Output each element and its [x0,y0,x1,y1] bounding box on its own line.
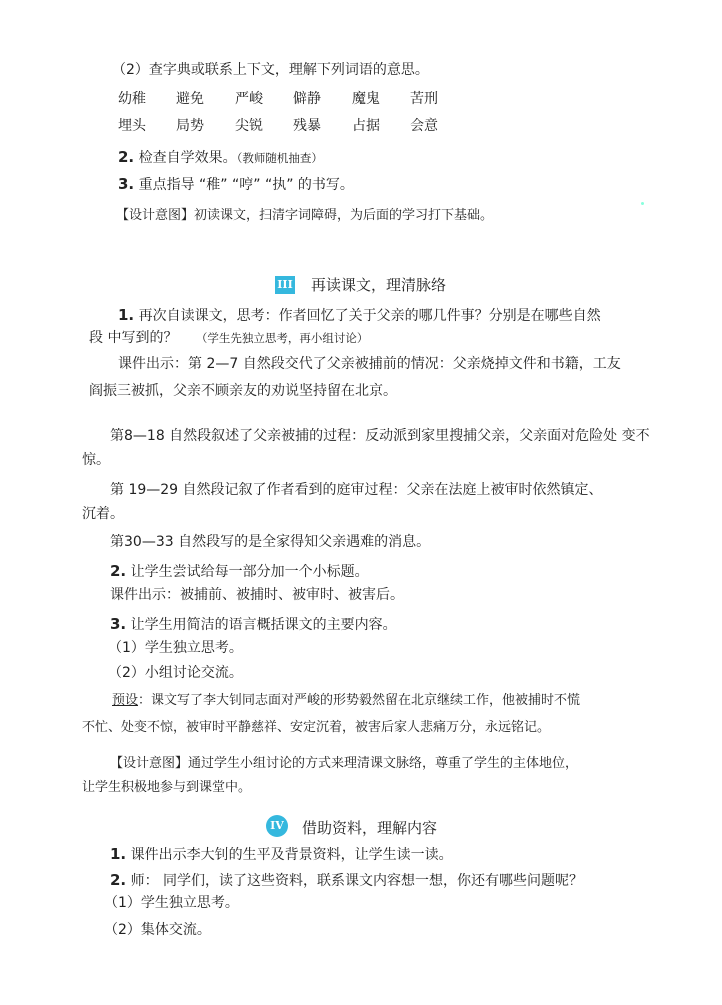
vocab-word: 魔鬼 [352,91,380,107]
design-text: 初读课文，扫清字词障碍，为后面的学习打下基础。 [194,208,494,223]
s3-design-line-1 [110,754,578,774]
s3-para-2-line-2: 惊。 [82,452,110,468]
step-text: 重点指导 “稚” “哼” “执” 的书写。 [138,177,354,193]
vocab-word: 埋头 [118,118,146,134]
vocab-word: 避免 [176,91,204,107]
s3-question-3 [110,614,397,635]
question-number: 1. [110,845,127,863]
vocab-word: 局势 [176,118,204,134]
vocab-word: 严峻 [235,91,263,107]
vocab-word: 幼稚 [118,91,146,107]
section-4-title: 借助资料，理解内容 [302,819,438,837]
step-number: 2. [118,148,135,166]
preset-label: 预设 [112,693,139,708]
question-number: 2. [110,562,127,580]
preset-text: ：课文写了李大钊同志面对严峻的形势毅然留在北京继续工作，他被捕时不慌 [138,693,581,708]
question-note: （学生先独立思考，再小组讨论） [195,331,369,345]
vocab-word: 苦刑 [410,91,438,107]
s3-para-2-line-1: 第8—18 自然段叙述了父亲被捕的过程：反动派到家里搜捕父亲，父亲面对危险处 变不 [110,428,650,444]
s3-question-1-line-2 [89,328,368,348]
s4-question-2 [110,870,583,891]
step-text: 检查自学效果。 [138,150,237,166]
s4-sub-2: （2）集体交流。 [104,922,211,938]
s4-question-1 [110,844,453,865]
s3-question-2-courseware: 课件出示：被捕前、被捕时、被审时、被害后。 [110,587,404,603]
question-text: 再次自读课文，思考：作者回忆了关于父亲的哪几件事？分别是在哪些自然 [138,308,601,324]
step-number: 3. [118,175,135,193]
speck-decoration [641,202,644,205]
s3-question-1-line-1 [118,305,601,326]
question-text: 让学生用简洁的语言概括课文的主要内容。 [130,617,397,633]
s3-preset-line-1 [112,691,580,711]
vocab-word: 尖锐 [235,118,263,134]
step-2 [118,147,323,168]
s3-sub-1: （1）学生独立思考。 [108,640,243,656]
step-note: （教师随机抽查） [236,151,323,165]
question-text: 段 中写到的？ [89,330,178,346]
s3-design-line-2: 让学生积极地参与到课堂中。 [82,780,252,795]
question-text: 课件出示李大钊的生平及背景资料，让学生读一读。 [130,847,453,863]
step-3 [118,174,354,195]
design-text: 通过学生小组讨论的方式来理清课文脉络，尊重了学生的主体地位， [188,756,579,771]
s4-sub-1: （1）学生独立思考。 [104,895,239,911]
design-label: 【设计意图】 [116,208,195,223]
question-number: 1. [118,306,135,324]
question-text: 师： 同学们，读了这些资料，联系课文内容想一想，你还有哪些问题呢？ [130,873,584,889]
s3-courseware-line-2: 阎振三被抓，父亲不顾亲友的劝说坚持留在北京。 [89,383,397,399]
section-4-badge: IV [266,815,288,837]
s3-para-3-line-2: 沉着。 [82,506,124,522]
s3-sub-2: （2）小组讨论交流。 [108,665,243,681]
s3-para-4: 第30—33 自然段写的是全家得知父亲遇难的消息。 [110,534,431,550]
section-3-badge: III [275,276,295,294]
design-intent-1 [116,206,493,226]
vocab-word: 会意 [410,118,438,134]
vocab-word: 占据 [352,118,380,134]
question-number: 2. [110,871,127,889]
question-number: 3. [110,615,127,633]
section-3-title: 再读课文，理清脉络 [311,276,447,294]
vocab-word: 僻静 [293,91,321,107]
question-text: 让学生尝试给每一部分加一个小标题。 [130,564,369,580]
item-2-text: （2）查字典或联系上下文，理解下列词语的意思。 [112,62,429,78]
design-label: 【设计意图】 [110,756,189,771]
s3-para-3-line-1: 第 19—29 自然段记叙了作者看到的庭审过程：父亲在法庭上被审时依然镇定、 [110,482,603,498]
vocab-word: 残暴 [293,118,321,134]
s3-question-2 [110,561,369,582]
s3-preset-line-2: 不忙、处变不惊，被审时平静慈祥、安定沉着，被害后家人悲痛万分，永远铭记。 [82,720,551,735]
s3-courseware-line-1: 课件出示：第 2—7 自然段交代了父亲被捕前的情况：父亲烧掉文件和书籍，工友 [118,356,621,372]
